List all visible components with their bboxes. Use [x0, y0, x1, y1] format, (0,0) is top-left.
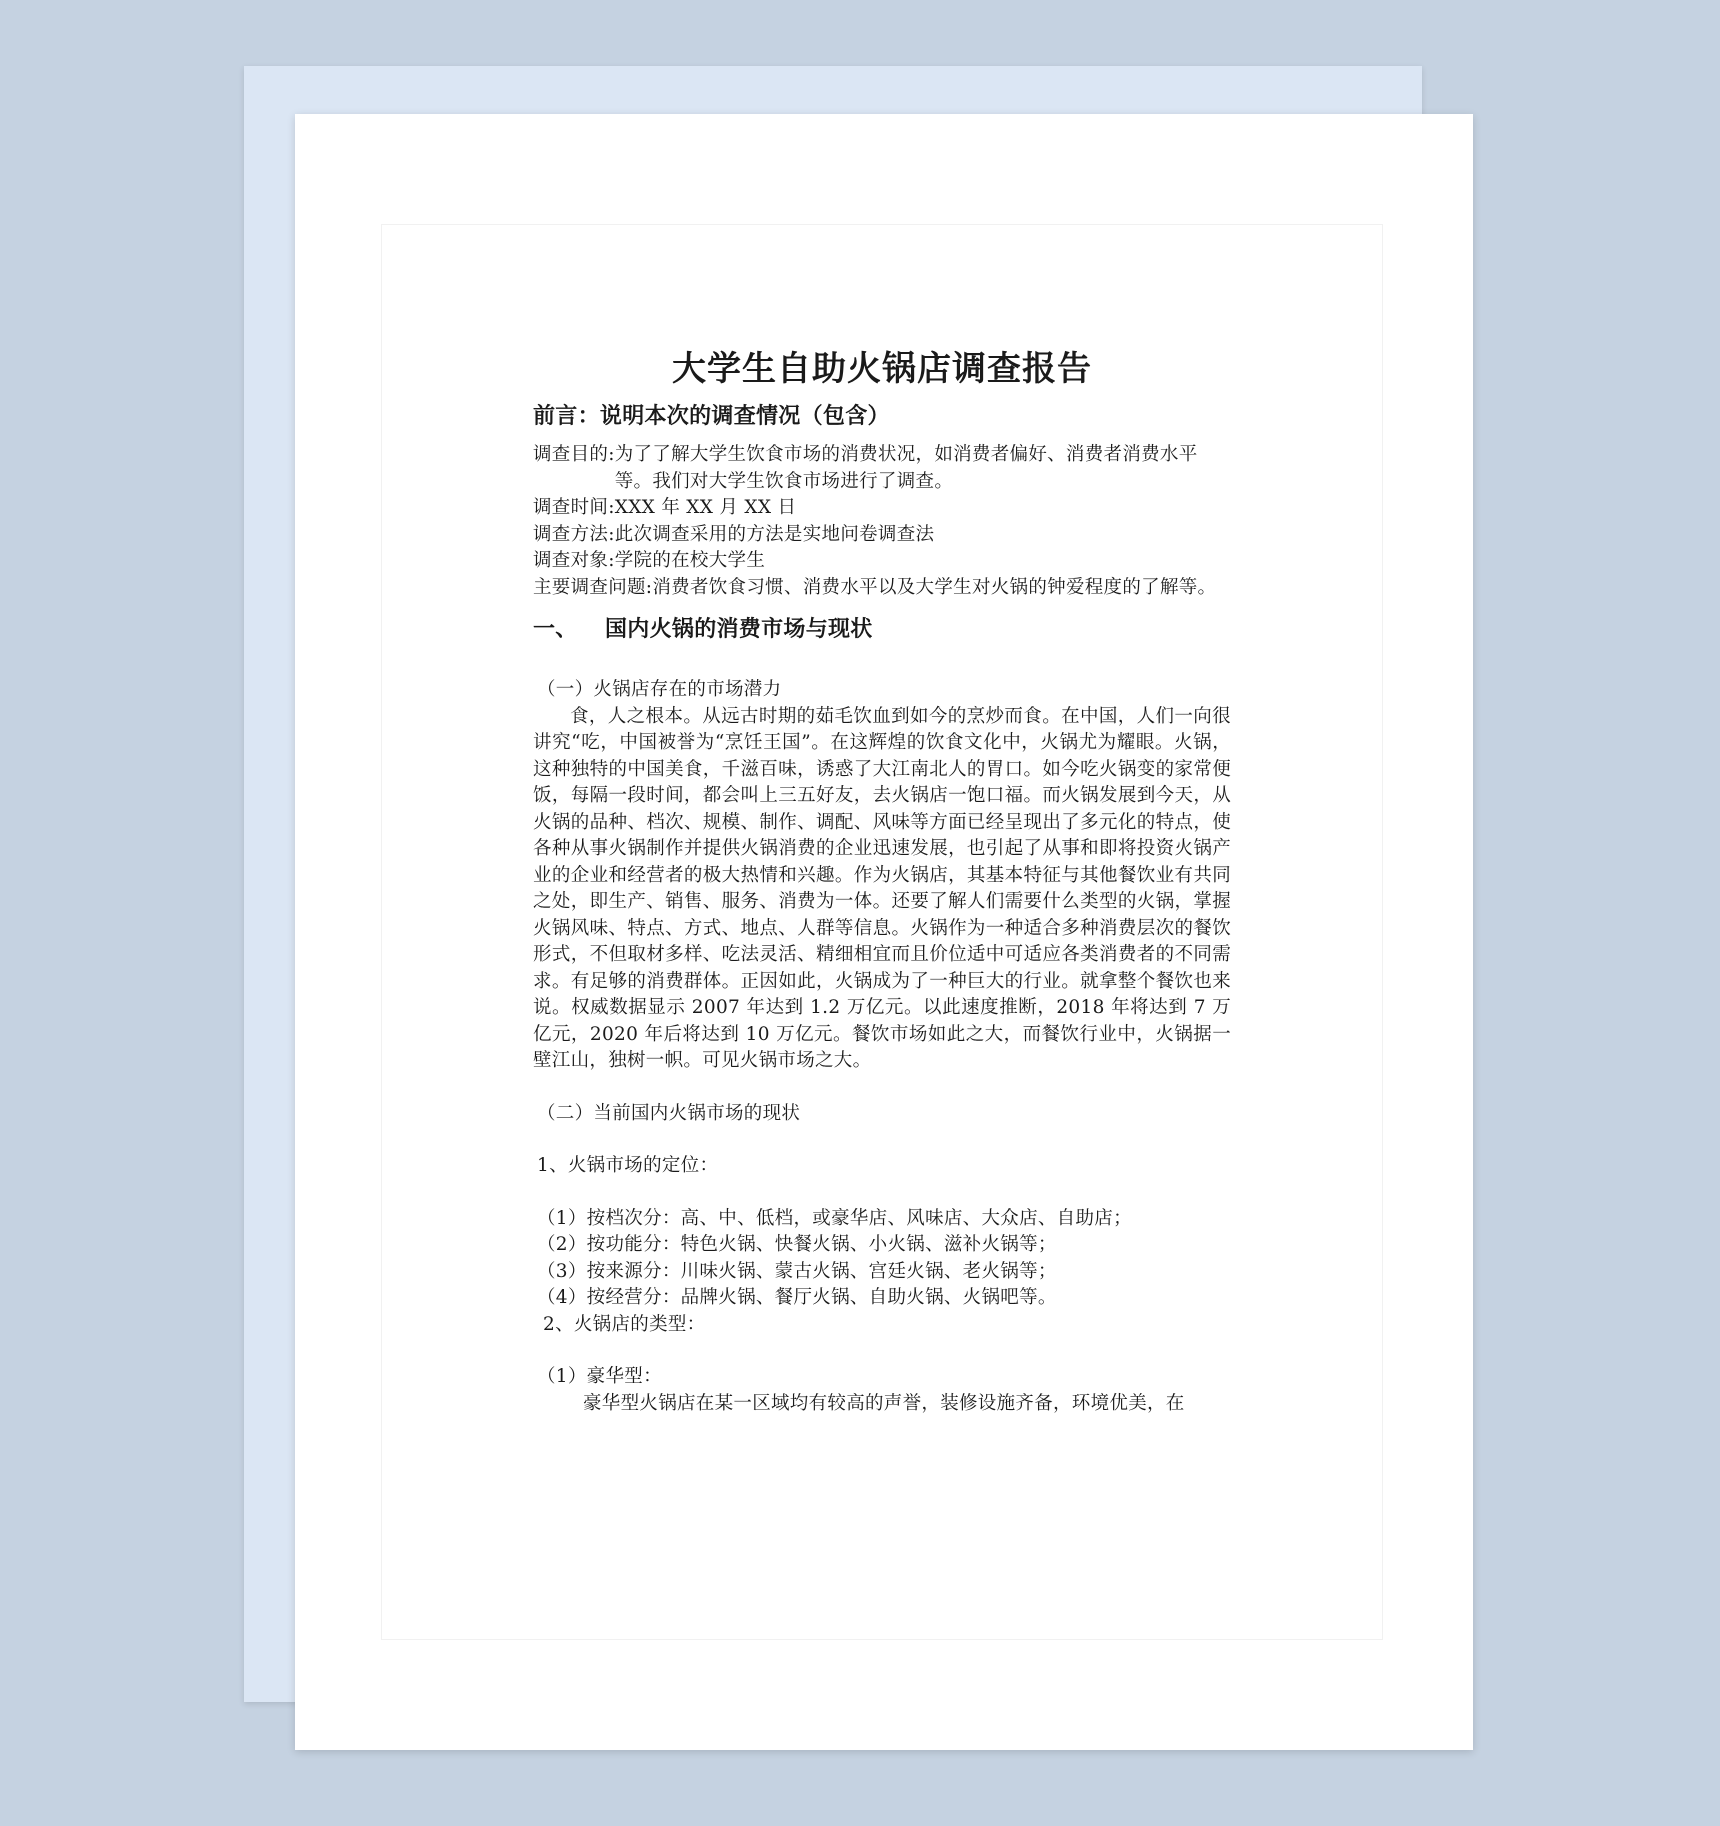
info-value: XXX 年 XX 月 XX 日 — [614, 497, 797, 518]
list-item: （3）按来源分：川味火锅、蒙古火锅、宫廷火锅、老火锅等； — [537, 1260, 1057, 1282]
info-label: 调查时间: — [533, 497, 615, 518]
info-label: 调查对象: — [533, 550, 615, 571]
info-value: 为了了解大学生饮食市场的消费状况，如消费者偏好、消费者消费水平等。我们对大学生饮食市场进行了调查。 — [614, 444, 1198, 492]
document-page — [295, 114, 1473, 1750]
info-value: 此次调查采用的方法是实地问卷调查法 — [614, 523, 935, 545]
info-label: 主要调查问题: — [533, 576, 653, 598]
info-purpose — [533, 442, 1231, 495]
list-heading: 2、火锅店的类型： — [543, 1313, 706, 1335]
info-label: 调查方法: — [533, 523, 615, 545]
subsection-heading: （二）当前国内火锅市场的现状 — [537, 1102, 801, 1124]
document-content — [533, 346, 1231, 1417]
body-paragraph: 食，人之根本。从远古时期的茹毛饮血到如今的烹炒而食。在中国，人们一向很讲究“吃，中国被誉为“烹饪王国”。在这辉煌的饮食文化中，火锅尤为耀眼。火锅，这种独特的中国美食，千滋百味，诱惑了大江南北人的胃口。如今吃火锅变的家常便饭，每隔一段时间，都会叫上三五好友，去火锅店一饱口福。而火锅发展到今天，从火锅的品种、档次、规模、制作、调配、风味等方面已经呈现出了多元化的特点，使各种从事火锅制作并提供火锅消费的企业迅速发展，也引起了从事和即将投资火锅产业的企业和经营者的极大热情和兴趣。作为火锅店，其基本特征与其他餐饮业有共同之处，即生产、销售、服务、消费为一体。还要了解人们需要什么类型的火锅，掌握火锅风味、特点、方式、地点、人群等信息。火锅作为一种适合多种消费层次的餐饮形式，不但取材多样、吃法灵活、精细相宜而且价位适中可适应各类消费者的不同需求。有足够的消费群体。正因如此，火锅成为了一种巨大的行业。就拿整个餐饮也来说。权威数据显示 2007 年达到 1.2 万亿元。以此速度推断，2018 年将达到 7 万亿元，2020 年后将达到 10 万亿元。餐饮市场如此之大，而餐饮行业中，火锅据一壁江山，独树一帜。可见火锅市场之大。 — [533, 705, 1231, 1071]
list-heading: 1、火锅市场的定位： — [537, 1155, 719, 1176]
info-time — [533, 495, 1231, 522]
info-value: 学院的在校大学生 — [614, 550, 766, 571]
info-method — [533, 522, 1231, 549]
spacer — [533, 1075, 1231, 1101]
spacer — [533, 1127, 1231, 1153]
info-questions — [533, 575, 1231, 602]
info-target — [533, 548, 1231, 575]
subsection-heading: （一）火锅店存在的市场潜力 — [537, 679, 782, 700]
document-title: 大学生自助火锅店调查报告 — [672, 349, 1092, 389]
list-item: （1）按档次分：高、中、低档，或豪华店、风味店、大众店、自助店； — [537, 1207, 1132, 1229]
preface-heading: 前言：说明本次的调查情况（包含） — [533, 403, 890, 429]
section-heading — [533, 611, 1231, 647]
spacer — [533, 1338, 1231, 1364]
body-paragraph: 豪华型火锅店在某一区域均有较高的声誉，装修设施齐备，环境优美，在 — [583, 1392, 1185, 1414]
list-item: （4）按经营分：品牌火锅、餐厅火锅、自助火锅、火锅吧等。 — [537, 1287, 1057, 1308]
info-value: 消费者饮食习惯、消费水平以及大学生对火锅的钟爱程度的了解等。 — [652, 576, 1217, 598]
list-item: （2）按功能分：特色火锅、快餐火锅、小火锅、滋补火锅等； — [537, 1234, 1057, 1255]
info-label: 调查目的: — [533, 444, 615, 465]
section-title: 国内火锅的消费市场与现状 — [605, 616, 873, 642]
spacer — [533, 1180, 1231, 1206]
section-number: 一、 — [533, 616, 578, 642]
list-item: （1）豪华型： — [537, 1366, 662, 1387]
